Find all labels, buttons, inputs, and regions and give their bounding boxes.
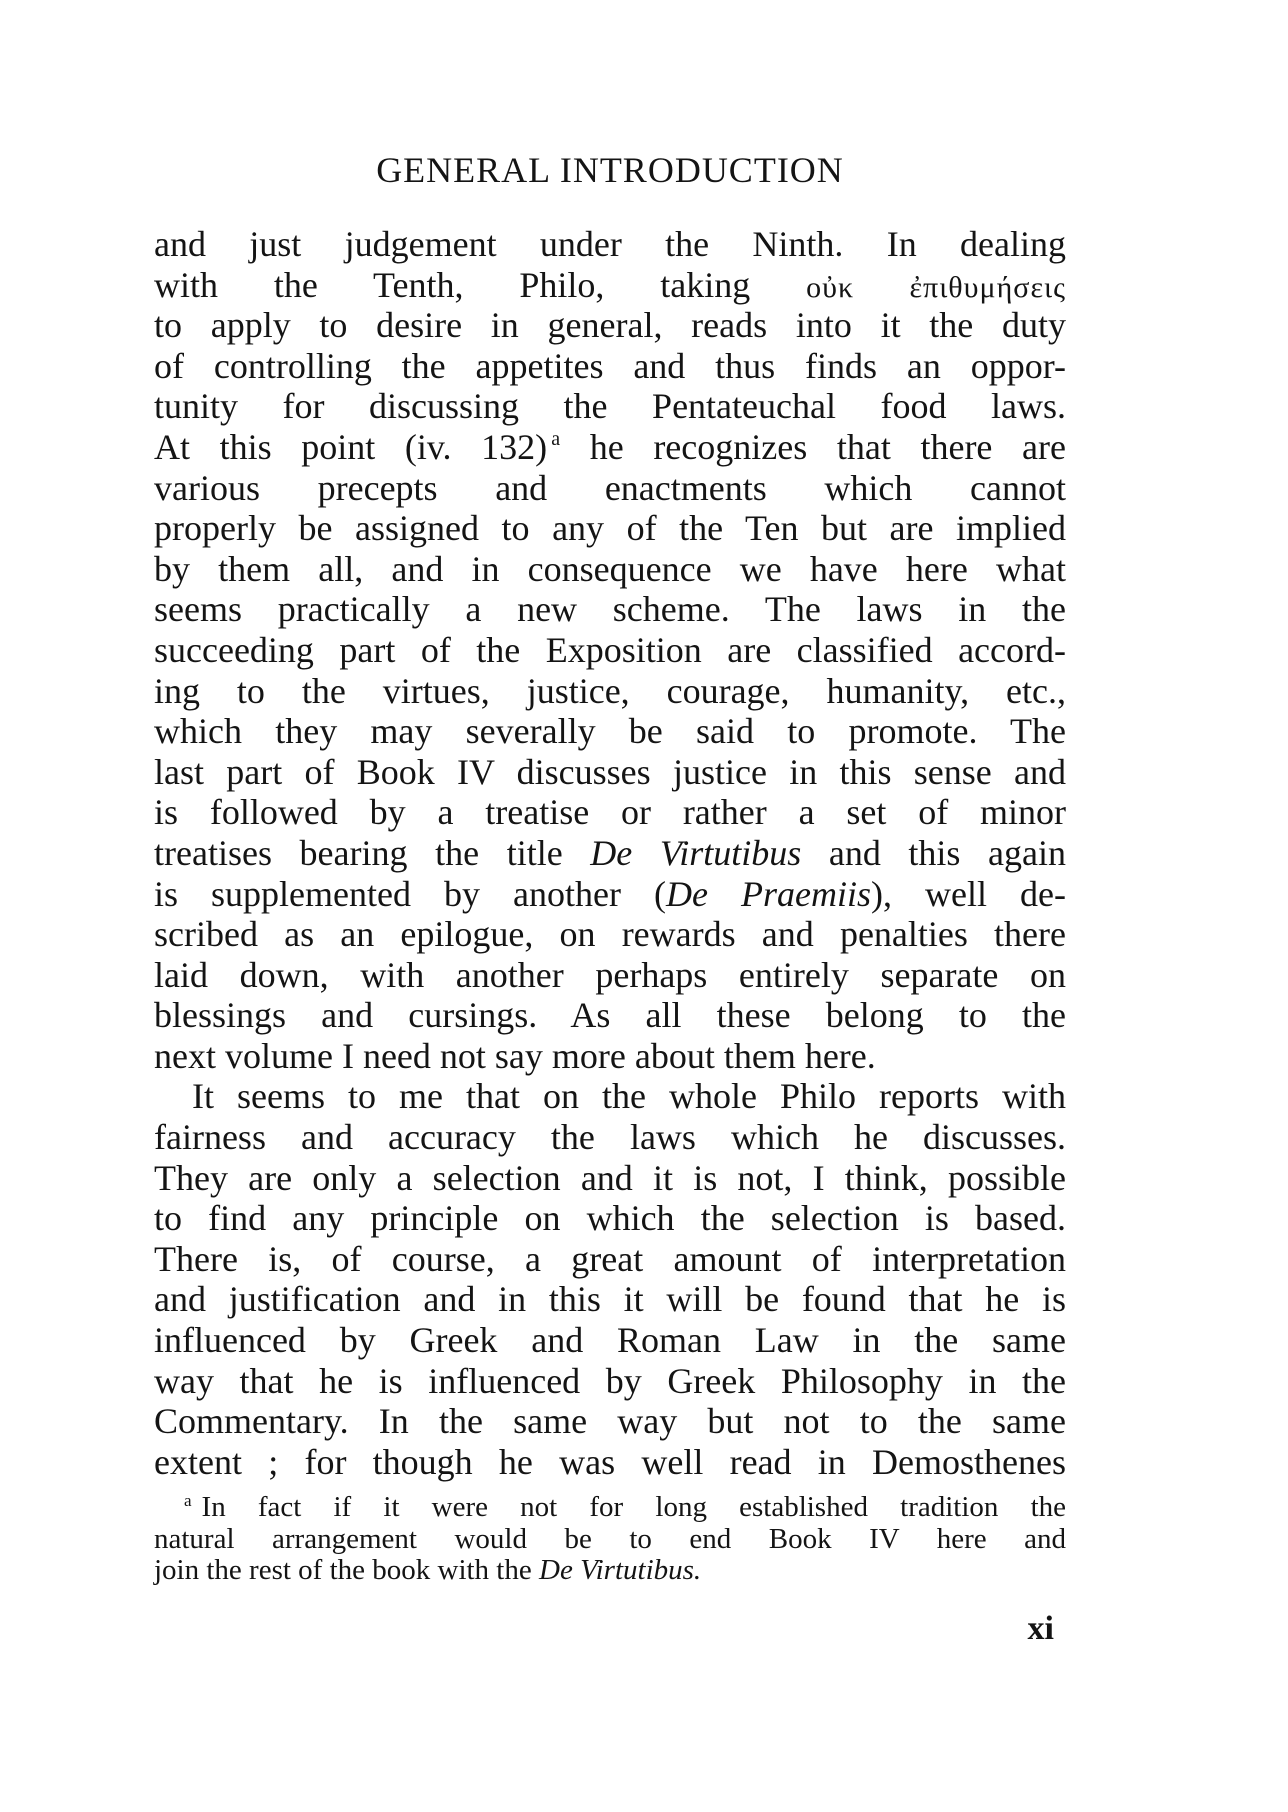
text-line: way that he is influenced by Greek Philosophy in the xyxy=(154,1360,1066,1401)
text-line: ing to the virtues, justice, courage, humanity, etc., xyxy=(154,670,1066,711)
greek-phrase: οὐκ ἐπιθυμήσεις xyxy=(806,270,1066,304)
text-line: next volume I need not say more about them here. xyxy=(154,1035,876,1076)
work-title: De Virtutibus. xyxy=(539,1554,702,1586)
text-line: succeeding part of the Exposition are classified accord- xyxy=(154,629,1066,670)
text-line: laid down, with another perhaps entirely separate on xyxy=(154,954,1066,995)
text-line: At this point (iv. 132) $^a$ he recognizes that there are xyxy=(154,426,1066,467)
text-line: which they may severally be said to promote. The xyxy=(154,711,1066,752)
book-page xyxy=(154,140,1066,1740)
text-line: to find any principle on which the selection is based. xyxy=(154,1198,1066,1239)
text-line: fairness and accuracy the laws which he discusses. xyxy=(154,1117,1066,1158)
text-line: scribed as an epilogue, on rewards and penalties there xyxy=(154,914,1066,955)
footnote-line: $^a$ In fact if it were not for long established tradition the xyxy=(184,1491,1066,1523)
running-head: GENERAL INTRODUCTION xyxy=(376,150,844,190)
text-line: is supplemented by another (De Praemiis), well de- xyxy=(154,873,1067,914)
text-line: properly be assigned to any of the Ten but are implied xyxy=(154,508,1066,549)
footnote-marker: a xyxy=(184,1491,192,1510)
text-line: is followed by a treatise or rather a set of minor xyxy=(154,792,1066,833)
text-line: last part of Book IV discusses justice in this sense and xyxy=(154,751,1066,792)
body-text xyxy=(154,224,1066,1482)
text-line: extent ; for though he was well read in Demosthenes xyxy=(154,1441,1066,1482)
text-line: seems practically a new scheme. The laws in the xyxy=(154,589,1066,630)
page-number: xi xyxy=(1027,1610,1054,1647)
text-line: It seems to me that on the whole Philo reports with xyxy=(192,1076,1066,1117)
footnote-line: join the rest of the book with the De Virtutibus. xyxy=(154,1554,702,1586)
text-line: There is, of course, a great amount of interpretation xyxy=(154,1238,1066,1279)
text-line: by them all, and in consequence we have here what xyxy=(154,548,1066,589)
text-line: with the Tenth, Philo, taking οὐκ ἐπιθυμήσεις xyxy=(154,264,1066,305)
text-line: and just judgement under the Ninth. In dealing xyxy=(154,224,1066,264)
footnote xyxy=(154,1492,1066,1587)
footnote-line: natural arrangement would be to end Book IV here and xyxy=(154,1522,1066,1555)
text-line: blessings and cursings. As all these belong to the xyxy=(154,995,1066,1036)
text-line: to apply to desire in general, reads into it the duty xyxy=(154,305,1066,346)
text-line: of controlling the appetites and thus finds an oppor- xyxy=(154,345,1066,386)
text-line: treatises bearing the title De Virtutibus and this again xyxy=(154,832,1067,873)
footnote-reference[interactable]: a xyxy=(551,427,561,450)
work-title: De Virtutibus xyxy=(590,832,802,873)
text-line: various precepts and enactments which cannot xyxy=(154,467,1066,508)
text-line: tunity for discussing the Pentateuchal food laws. xyxy=(154,386,1066,427)
text-line: Commentary. In the same way but not to the same xyxy=(154,1401,1066,1442)
work-title: De Praemiis xyxy=(666,873,872,914)
text-line: influenced by Greek and Roman Law in the same xyxy=(154,1320,1066,1361)
text-line: and justification and in this it will be found that he is xyxy=(154,1279,1066,1320)
text-line: They are only a selection and it is not, I think, possible xyxy=(154,1157,1066,1198)
